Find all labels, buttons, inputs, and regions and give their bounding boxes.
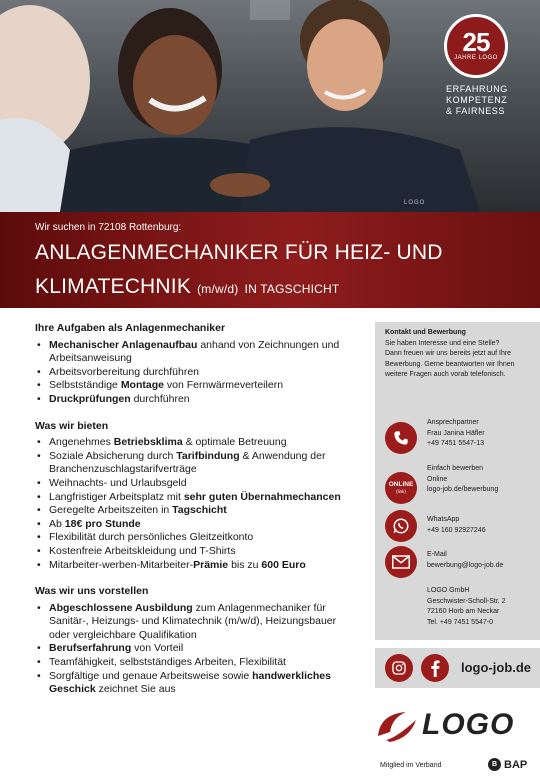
online-apply-icon[interactable] [385,472,417,504]
item-text: Flexibilität durch persönliches Gleitzeitkonto [49,531,254,544]
list-item [35,491,360,505]
emphasis-text: Montage [120,379,164,392]
list-item [35,559,360,573]
whatsapp-number[interactable]: +49 160 92927246 [427,526,486,534]
item-text: Arbeitsvorbereitung durchführen [49,365,200,378]
offers-section [35,420,360,573]
claim-line: & FAIRNESS [446,106,506,116]
list-item [35,477,360,491]
shift-note: IN TAGSCHICHT [244,282,340,296]
instagram-icon[interactable] [385,654,413,682]
facebook-icon[interactable] [421,654,449,682]
expect-list [35,602,360,697]
mail-icon[interactable] [385,546,417,578]
company-logo [376,708,526,744]
item-text: Teamfähigkeit, selbstständiges Arbeiten, Flexibilität [49,656,286,669]
item-text: bis zu [228,558,262,571]
whatsapp-label: WhatsApp [427,516,460,523]
online-label: Einfach bewerben [427,465,484,472]
hero-photo [0,0,540,212]
phone-contact [427,418,537,450]
emphasis-text: Druckprüfungen [49,392,131,405]
list-item [35,450,360,477]
list-item [35,339,360,366]
tasks-list [35,339,360,407]
item-text: von Fernwärmeverteilern [163,379,284,392]
emphasis-text: handwerkliches Geschick [49,669,331,696]
bap-icon: B [488,758,501,771]
item-text: & optimale Betreuung [182,436,287,449]
item-text: Mitarbeiter-werben-Mitarbeiter- [49,558,194,571]
emphasis-text: sehr guten Übernahmechancen [183,490,341,503]
contact-text: Sie haben Interesse und eine Stelle? Dann freuen wir uns bereits jetzt auf Ihre Bewerbung. Gerne beantworten wir Ihnen weitere Fragen auch vorab telefonisch. [385,339,515,378]
company-city: 72160 Horb am Neckar [427,608,500,615]
emphasis-text: Prämie [193,558,229,571]
list-item [35,545,360,559]
gender-note: (m/w/d) [197,282,239,296]
item-text: durchführen [130,392,190,405]
emphasis-text: Betriebsklima [113,436,183,449]
logo-wordmark: LOGO [422,708,515,741]
company-address [427,586,537,628]
location-line: Wir suchen in 72108 Rottenburg: [35,222,182,233]
online-contact [427,464,537,496]
item-text: Sorgfältige und genaue Arbeitsweise sowie [49,669,253,682]
contact-title: Kontakt und Bewerbung [385,329,466,336]
phone-label: Ansprechpartner [427,419,479,426]
list-item [35,642,360,656]
list-item [35,504,360,518]
list-item [35,531,360,545]
list-item [35,366,360,380]
emphasis-text: Mechanischer Anlagenaufbau [49,338,198,351]
emphasis-text: 600 Euro [261,558,306,571]
online-url[interactable]: logo-job.de/bewerbung [427,486,499,493]
emphasis-text: Berufserfahrung [49,642,132,655]
item-text: Angenehmes [49,436,114,449]
membership-text: Mitglied im Verband [380,762,442,769]
emphasis-text: Tagschicht [172,504,227,517]
list-item [35,602,360,643]
list-item [35,436,360,450]
website-link[interactable]: logo-job.de [461,660,532,675]
company-name: LOGO GmbH [427,587,470,594]
emphasis-text: 18€ pro Stunde [64,517,141,530]
social-bar [375,648,540,688]
anniversary-badge [444,14,508,78]
claim-line: KOMPETENZ [446,95,508,105]
item-text: Ab [49,517,65,530]
emphasis-text: Tarifbindung [176,449,240,462]
bap-text: BAP [504,758,528,771]
list-item [35,518,360,532]
offers-list [35,436,360,572]
item-text: zeichnet Sie aus [95,683,176,696]
item-text: Langfristiger Arbeitsplatz mit [49,490,184,503]
company-street: Geschwister-Scholl-Str. 2 [427,597,506,605]
contact-person: Frau Janina Häfler [427,429,485,437]
item-text: zum Anlagenmechaniker für Sanitär-, Heizungs- und Klimatechnik (m/w/d), Heizungsbauer oder vergleichbare Qualifikation [49,601,337,641]
mail-label: E-Mail [427,551,447,558]
section-title: Was wir bieten [35,419,109,432]
expect-section [35,585,360,697]
shirt-logo: LOGO [404,200,426,206]
list-item [35,393,360,407]
claim-text [446,84,516,117]
title-band [0,212,540,308]
mail-contact [427,550,537,571]
tasks-section [35,322,360,407]
item-text: Geregelte Arbeitszeiten in [49,504,173,517]
online-line2: Online [427,475,448,483]
whatsapp-icon[interactable] [385,510,417,542]
item-text: & Anwendung der Branchenzuschlagstarifverträge [49,449,326,476]
job-title-main: KLIMATECHNIK [35,275,192,298]
online-icon-sub: (link) [396,489,406,494]
item-text: Kostenfreie Arbeitskleidung und T-Shirts [49,544,236,557]
list-item [35,670,360,697]
item-text: Weihnachts- und Urlaubsgeld [49,476,187,489]
badge-subtitle: JAHRE LOGO [454,55,498,61]
phone-icon[interactable] [385,422,417,454]
list-item [35,656,360,670]
item-text: von Vorteil [131,642,184,655]
contact-sidebar [375,322,540,640]
list-item [35,379,360,393]
job-title-line2 [35,274,339,302]
bap-logo [488,758,527,771]
job-details [35,322,360,710]
contact-intro [385,328,515,381]
section-title: Was wir uns vorstellen [35,585,149,598]
badge-number: 25 [462,27,490,57]
job-title-line1: ANLAGENMECHANIKER FÜR HEIZ- UND [35,241,443,264]
item-text: Selbstständige [49,379,121,392]
item-text: Soziale Absicherung durch [49,449,177,462]
claim-line: ERFAHRUNG [446,84,508,94]
phone-number[interactable]: +49 7451 5547-13 [427,440,485,447]
mail-address[interactable]: bewerbung@logo-job.de [427,561,504,569]
logo-swoosh-icon [376,708,420,744]
whatsapp-contact [427,515,537,536]
company-tel[interactable]: Tel. +49 7451 5547-0 [427,618,493,626]
emphasis-text: Abgeschlossene Ausbildung [49,601,193,614]
item-text: anhand von Zeichnungen und Arbeitsanweisung [49,338,340,365]
section-title: Ihre Aufgaben als Anlagenmechaniker [35,322,226,334]
online-icon-text: ONLINE [388,481,414,488]
